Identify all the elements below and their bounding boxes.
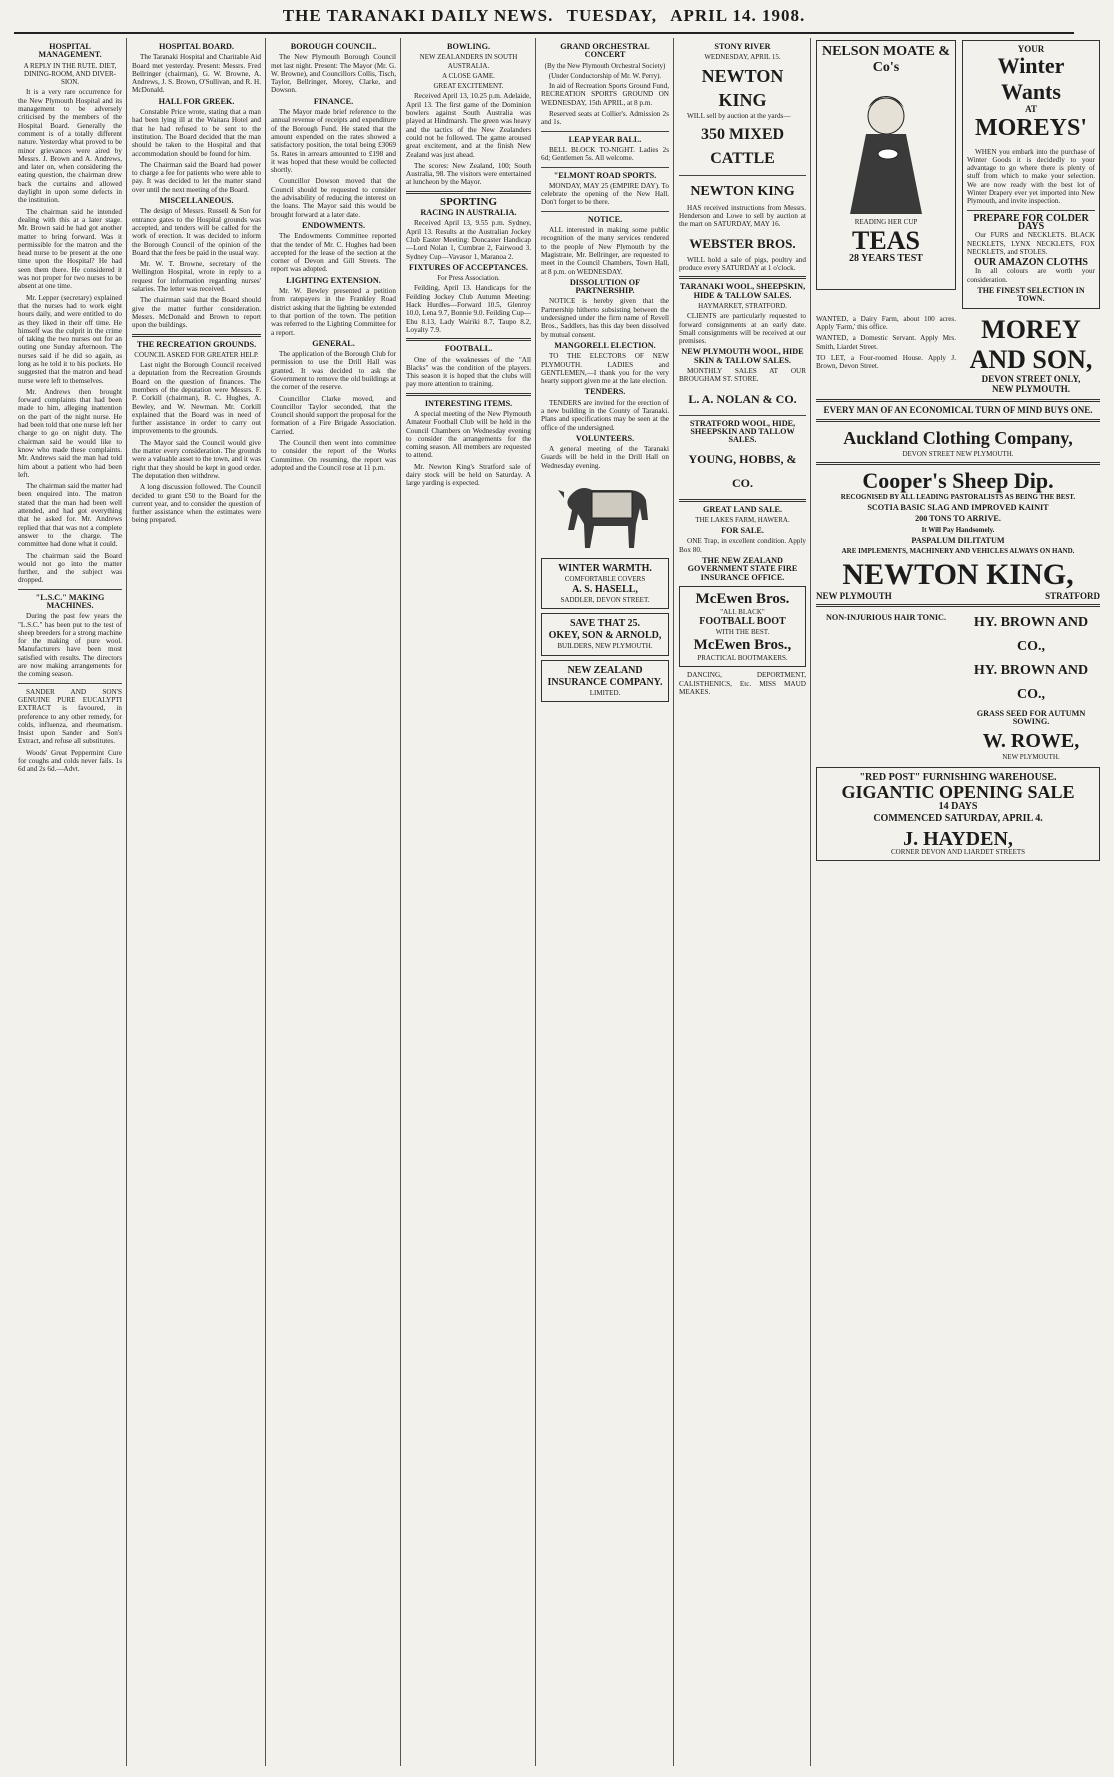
article-paragraph: The scores: New Zealand, 100; South Australia, 98. The visitors were entertained at luncheon by the Mayor. <box>406 161 531 187</box>
divider <box>967 210 1095 211</box>
notice-paragraph: DANCING, DEPORTMENT, CALISTHENICS, Etc. MISS MAUD MEAKES. <box>679 671 806 696</box>
advert-line: DEVON STREET NEW PLYMOUTH. <box>902 449 1014 458</box>
article-paragraph: Last night the Borough Council received a deputation from the Recreation Grounds Board on the question of finances. The members of the deputation were Messrs. F. P. Corkill (chairman), R. C. Hughes, A. Bewley, and W. Newman. Mr. Corkill explained that the Board was in need of further assistance in order to carry out improvements to the grounds. <box>132 361 261 436</box>
subhead: HAYMARKET, STRATFORD. <box>698 301 787 310</box>
newspaper-title: THE TARANAKI DAILY NEWS. <box>282 6 554 25</box>
advert-name: McEwen Bros., <box>693 636 792 653</box>
advert-name: A. S. HASELL, <box>572 583 638 595</box>
subhead: A REPLY IN THE RUTE. DIET, DINING-ROOM, AND DIVER-SION. <box>23 61 117 87</box>
advert-line: THE FINEST SELECTION IN TOWN. <box>977 286 1085 304</box>
article-paragraph: Councillor Clarke moved, and Councillor Taylor seconded, that the Council should support the proposal for the formation of a Fire Brigade Association. Carried. <box>271 394 396 436</box>
subheadline: ENDOWMENTS. <box>301 220 365 230</box>
advert-line: CORNER DEVON AND LIARDET STREETS <box>890 847 1026 856</box>
divider <box>816 462 1100 465</box>
horse-icon <box>550 474 660 554</box>
advert-title: WINTER WARMTH. <box>558 563 652 575</box>
article-paragraph: The Taranaki Hospital and Charitable Aid Board met yesterday. Present: Messrs. Fred Bellringer (chairman), G. W. Browne, A. Andrews, J. S. Brown, O'Sullivan, and R. H. McDonald. <box>132 53 261 95</box>
advert-title: OUR AMAZON CLOTHS <box>974 257 1088 269</box>
column-6 <box>675 38 811 1766</box>
nolan-title: L. A. NOLAN & CO. <box>688 391 797 406</box>
divider <box>679 175 806 176</box>
classified-ad: WANTED, a Dairy Farm, about 100 acres. Apply 'Farm,' this office. <box>816 314 956 331</box>
election-headline: MANGORELL ELECTION. <box>554 340 656 350</box>
insurance-advert <box>541 660 669 703</box>
notice-paragraph: WILL sell by auction at the yards— <box>687 111 791 120</box>
notice-paragraph: Reserved seats at Collier's. Admission 2s and 1s. <box>541 110 669 127</box>
article-paragraph: Mr. W. Bewley presented a petition from ratepayers in the Frankley Road district asking that the lighting be extended to that portion of the town. The petition was referred to the Lighting Committee for a report. <box>271 287 396 337</box>
headline-bowling: BOWLING. <box>447 42 490 51</box>
leap-year-ball-headline: LEAP YEAR BALL. <box>568 134 642 144</box>
article-paragraph: Mr. Lepper (secretary) explained that the nurses had to work eight hours daily, and were entitled to do as they liked in their off time. He himself was the culprit in the crime of taking the two nurses out for an outing one Sunday afternoon. The nurses said if he did so again, as long as he told it to his pockets. He suggested that the matron and head nurse were left to themselves. <box>18 293 122 385</box>
volunteers-headline: VOLUNTEERS. <box>575 433 635 443</box>
article-paragraph: The Chairman said the Board had power to charge a fee for patients who were able to pay. It was decided to let the matter stand over until the next meeting of the Board. <box>132 160 261 194</box>
notice-paragraph: HAS received instructions from Messrs. Henderson and Lowe to sell by auction at the mart on SATURDAY, MAY 16. <box>679 203 806 229</box>
article-paragraph: The design of Messrs. Russell & Son for entrance gates to the Hospital grounds was accepted, and tenders will be called for the work of erection. It was decided to inform the Borough Council of the opinion of the Board that the fees be paid in the usual way. <box>132 207 261 257</box>
divider <box>679 276 806 279</box>
advert-line: DEVON STREET ONLY, <box>981 373 1081 384</box>
article-paragraph: The Mayor said the Council would give the matter every consideration. The grounds were a valuable asset to the town, and it was right that they should be kept in good order. The deputation then withdrew. <box>132 438 261 480</box>
advert-title: SAVE THAT 25. <box>569 618 641 630</box>
subheadline: FIXTURES OF ACCEPTANCES. <box>409 262 528 272</box>
hy-brown-title: HY. BROWN AND CO., <box>973 662 1089 702</box>
tea-sub: 28 YEARS TEST <box>849 252 923 264</box>
advert-line: NEW PLYMOUTH <box>816 590 892 601</box>
young-hobbs-title: YOUNG, HOBBS, & CO. <box>688 451 797 490</box>
subhead: A CLOSE GAME. <box>442 71 495 80</box>
divider <box>132 334 261 337</box>
hasell-advert <box>541 558 669 609</box>
middle-row <box>816 315 1100 396</box>
state-fire-insurance-headline: THE NEW ZEALAND GOVERNMENT STATE FIRE INSURANCE OFFICE. <box>687 556 798 582</box>
for-sale-headline: FOR SALE. <box>721 526 764 536</box>
subhead: COUNCIL ASKED FOR GREATER HELP. <box>134 350 259 359</box>
advert-paragraph: SANDER AND SON'S GENUINE PURE EUCALYPTI EXTRACT is favoured, in preference to any other remedy, for colds, influenza, and rheumatism. Insist upon Sander and Son's Extract, and refuse all substitutes. <box>18 687 122 746</box>
advert-line: 200 TONS TO ARRIVE. <box>915 514 1001 524</box>
advert-title: "RED POST" FURNISHING WAREHOUSE. <box>859 771 1057 783</box>
advert-line: RECOGNISED BY ALL LEADING PASTORALISTS AS BEING THE BEST. <box>840 492 1076 501</box>
divider <box>18 683 122 684</box>
subheadline: LIGHTING EXTENSION. <box>286 275 381 285</box>
newton-king-title: NEWTON KING, <box>842 557 1074 591</box>
advert-line: NEW PLYMOUTH. <box>1002 752 1060 761</box>
column-1 <box>14 38 127 1766</box>
notice-paragraph: A general meeting of the Taranaki Guards will be held in the Drill Hall on Wednesday evening. <box>541 445 669 470</box>
article-paragraph: The application of the Borough Club for permission to use the Drill Hall was granted. It was decided to ask the Government to remove the old buildings at the corner of the reserve. <box>271 350 396 392</box>
lower-row <box>816 611 1100 763</box>
advert-name: J. HAYDEN, <box>903 827 1013 850</box>
advert-line: SCOTIA BASIC SLAG AND IMPROVED KAINIT <box>867 503 1049 513</box>
classified-ad: TO LET, a Four-roomed House. Apply J. Brown, Devon Street. <box>816 353 956 371</box>
column-2 <box>128 38 266 1766</box>
morey-title: MOREY AND SON, <box>969 314 1093 374</box>
notice-paragraph: CLIENTS are particularly requested to forward consignments at an early date. Small consignments will be received at our premises. <box>679 312 806 346</box>
winter-wants-advert <box>962 40 1100 309</box>
subhead: THE LAKES FARM, HAWERA. <box>695 515 790 524</box>
advert-line: 14 DAYS <box>938 800 978 812</box>
headline-interesting-items: INTERESTING ITEMS. <box>424 398 513 408</box>
masthead-day: TUESDAY, <box>566 6 657 25</box>
advert-line: AT <box>1025 104 1037 115</box>
divider <box>541 167 669 168</box>
tea-brand: NELSON MOATE & Co's <box>821 44 951 75</box>
tea-caption: READING HER CUP <box>854 218 918 227</box>
advert-line: STRATFORD <box>1045 590 1100 601</box>
masthead <box>14 6 1074 34</box>
notice-paragraph: TENDERS are invited for the erection of a new building in the County of Taranaki. Plans and specifications may be seen at the office of the undersigned. <box>541 398 669 432</box>
advert-line: "ALL BLACK" <box>720 607 765 616</box>
headline-football: FOOTBALL. <box>444 344 493 354</box>
notice-headline: NOTICE. <box>587 214 623 224</box>
article-paragraph: The chairman said he intended dealing with this at a later stage. Mr. Brown said he had got another matter to bring forward. Was it permissible for the matron and the head nurse to be present at the one time upon the Hospital? He had seen them there. He considered it was not proper for two nurses to be absent at one time. <box>18 207 122 291</box>
notice-paragraph: WILL hold a sale of pigs, poultry and produce every SATURDAY at 1 o'clock. <box>679 255 806 273</box>
masthead-date: APRIL 14. 1908. <box>670 6 806 25</box>
divider <box>541 211 669 212</box>
column-3 <box>267 38 401 1766</box>
divider <box>679 415 806 416</box>
subheadline: HALL FOR GREEK. <box>158 96 235 106</box>
notice-paragraph: ONE Trap, in excellent condition. Apply Box 80. <box>679 537 806 554</box>
divider <box>816 604 1100 607</box>
classified-ad: WANTED, a Domestic Servant. Apply Mrs. Smith, Liardet Street. <box>816 334 956 351</box>
divider <box>18 589 122 590</box>
mcewen-advert <box>679 586 806 668</box>
advert-title: NEW ZEALAND INSURANCE COMPANY. <box>547 664 663 688</box>
red-post-advert <box>816 767 1100 862</box>
subhead: GREAT EXCITEMENT. <box>433 82 504 91</box>
column-7 <box>812 38 1104 1766</box>
article-paragraph: Mr. Andrews then brought forward complaints that had been made to him, alleging inattention on the part of the night nurse. He had been told that one nurse left her charge to go on night duty. The chairman said he would like to know who made these complaints. Mr. Andrews said the man had told him about a patient who had been left. <box>18 387 122 479</box>
advert-paragraph: WHEN you embark into the purchase of Winter Goods it is decidedly to your advantage to go where there is plenty of stuff from which to make your selection. We are now ready with the best lot of Winter Drapery ever yet imported into New Plymouth, and invite inspection. <box>967 147 1095 206</box>
morey-advert <box>962 315 1100 396</box>
article-paragraph: The Mayor made brief reference to the annual revenue of receipts and expenditure of the Borough Fund. He stated that the amount expended on the rates showed a satisfactory position, the total being £3069 5s. Rates in arrears amounted to £198 and it was hoped that these would be collected shortly. <box>271 108 396 175</box>
divider <box>679 499 806 502</box>
land-sale-headline: GREAT LAND SALE. <box>702 504 783 514</box>
advert-title: GIGANTIC OPENING SALE <box>841 781 1075 802</box>
column-5 <box>537 38 674 1766</box>
advert-line: YOUR <box>1017 44 1045 54</box>
article-paragraph: A special meeting of the New Plymouth Amateur Football Club will be held in the Council Chambers on Wednesday evening to consider the arrangements for the coming season. All members are requested to attend. <box>406 409 531 460</box>
advert-line: FOOTBALL BOOT <box>699 616 786 628</box>
tenders-headline: TENDERS. <box>584 387 626 397</box>
article-paragraph: Feilding, April 13. Handicaps for the Feilding Jockey Club Autumn Meeting: Hack Hurdles—Forward 10.5, Glenroy 10.0, Lena 9.7, Bonnie 9.0. Feilding Cup—Ehu 8.13, Lady Wairiki 8.7, Taupo 8.2, Loyalty 7.9. <box>406 284 531 334</box>
top-adverts-row <box>816 40 1100 309</box>
cattle-count: 350 MIXED CATTLE <box>700 125 785 167</box>
webster-bros-title: WEBSTER BROS. <box>689 235 796 251</box>
classified-column <box>816 315 956 396</box>
woman-reading-cup-icon <box>826 76 946 216</box>
newton-king-advert-title: NEWTON KING <box>701 65 784 110</box>
article-paragraph: One of the weaknesses of the "All Blacks" was the condition of the players. This season it is hoped that the clubs will pay more attention to training. <box>406 355 531 389</box>
advert-paragraph: Our FURS and NECKLETS. BLACK NECKLETS, LYNX NECKLETS, FOX NECKLETS, and STOLES. <box>967 231 1095 256</box>
advert-line: COMFORTABLE COVERS <box>564 575 646 584</box>
divider <box>816 399 1100 402</box>
notice-paragraph: MONDAY, MAY 25 (EMPIRE DAY). To celebrate the opening of the New Hall. Don't forget to be there. <box>541 181 669 207</box>
tea-advert <box>816 40 956 290</box>
article-paragraph: Received April 13, 10.25 p.m. Adelaide, April 13. The first game of the Dominion bowlers against South Australia was played at Hindmarsh. The green was heavy and the tactics of the New Zealanders could not be followed. The game aroused great excitement, and at the finish New Zealand was just ahead. <box>406 92 531 159</box>
hair-tonic-column <box>816 611 956 763</box>
divider <box>406 191 531 194</box>
article-paragraph: The chairman said the matter had been enquired into. The matron stated that the man had been well attended, and had got everything that he asked for. Mr. Andrews replied that that was not a complete answer to the charge. The committee had done what it could. <box>18 482 122 549</box>
wool-sales-headline: NEW PLYMOUTH WOOL, HIDE SKIN & TALLOW SALES. <box>681 347 804 365</box>
divider <box>816 419 1100 422</box>
hy-brown-title: HY. BROWN AND CO., <box>973 614 1089 654</box>
article-paragraph: The chairman said the Board would not go into the matter further, and the subject was dropped. <box>18 551 122 585</box>
wool-sales-headline: TARANAKI WOOL, SHEEPSKIN, HIDE & TALLOW SALES. <box>679 282 806 300</box>
article-paragraph: The chairman said that the Board should give the matter further consideration. Messrs. McDonald and Brown to report upon the buildings. <box>132 296 261 330</box>
subheadline: FINANCE. <box>313 96 354 106</box>
headline-sporting: SPORTING <box>439 195 498 208</box>
subhead: (By the New Plymouth Orchestral Society) <box>544 61 666 70</box>
article-paragraph: Mr. Newton King's Stratford sale of dairy stock will be held on Saturday. A large yarding is expected. <box>406 462 531 488</box>
concert-headline: GRAND ORCHESTRAL CONCERT <box>560 42 650 60</box>
notice-paragraph: NOTICE is hereby given that the Partnership hitherto subsisting between the undersigned under the firm name of Revell Bros., Saddlers, has this day been dissolved by mutual consent. <box>541 297 669 339</box>
article-paragraph: Received April 13, 9.55 p.m. Sydney, April 13. Results at the Australian Jockey Club Easter Meeting: Doncaster Handicap—Lord Nolan 1, Cumbrae 2, Fairwood 3. Sydney Cup—Vavasor 1, Maranoa 2. <box>406 219 531 261</box>
subheadline: MISCELLANEOUS. <box>159 196 234 206</box>
article-paragraph: Mr. W. T. Browne, secretary of the Wellington Hospital, wrote in reply to a request for information regarding nurses' salaries. The letter was received. <box>132 260 261 294</box>
w-rowe-title: W. ROWE, <box>982 729 1080 752</box>
headline-hospital-management: HOSPITAL MANAGEMENT. <box>38 42 102 60</box>
subheadline: RACING IN AUSTRALIA. <box>420 208 517 218</box>
economical-headline: EVERY MAN OF AN ECONOMICAL TURN OF MIND BUYS ONE. <box>823 405 1093 416</box>
article-paragraph: The Endowments Committee reported that the tender of Mr. C. Hughes had been accepted for the lease of the section at the corner of Devon and Gill Streets. The report was adopted. <box>271 232 396 274</box>
wool-sales-headline: STRATFORD WOOL, HIDE, SHEEPSKIN AND TALLOW SALES. <box>689 418 796 445</box>
advert-line: NEW PLYMOUTH. <box>991 383 1070 394</box>
hair-tonic-headline: NON-INJURIOUS HAIR TONIC. <box>825 612 947 622</box>
advert-line: PASPALUM DILITATUM <box>911 536 1005 546</box>
article-paragraph: A long discussion followed. The Council decided to grant £50 to the Board for the current year, and to consider the question of further assistance when the estimates were being prepared. <box>132 483 261 525</box>
grass-seed-headline: GRASS SEED FOR AUTUMN SOWING. <box>976 708 1086 727</box>
subhead: (Under Conductorship of Mr. W. Perry). <box>548 71 662 80</box>
divider <box>541 131 669 132</box>
sports-headline: "ELMONT ROAD SPORTS. <box>553 170 657 180</box>
notice-paragraph: TO THE ELECTORS OF NEW PLYMOUTH. LADIES and GENTLEMEN,—I thank you for the very hearty support given me at the late election. <box>541 352 669 386</box>
headline-machines: "L.S.C." MAKING MACHINES. <box>35 592 105 610</box>
article-paragraph: Councillor Dowson moved that the Council should be requested to consider the advisability of reducing the interest on the loans. The Mayor said this would be brought forward at a later date. <box>271 177 396 219</box>
subhead: NEW ZEALANDERS IN SOUTH AUSTRALIA. <box>419 53 518 70</box>
auckland-clothing-title: Auckland Clothing Company, <box>843 427 1073 448</box>
advert-line: BUILDERS, NEW PLYMOUTH. <box>557 642 653 651</box>
subhead: WEDNESDAY, APRIL 15. <box>704 53 781 62</box>
advert-title: PREPARE FOR COLDER DAYS <box>973 212 1089 232</box>
article-paragraph: The New Plymouth Borough Council met last night. Present: The Mayor (Mr. G. W. Browne), and Councillors Collis, Tisch, Taylor, Bellringer, Morey, Clarke, and Dowson. <box>271 53 396 95</box>
headline-borough-council: BOROUGH COUNCIL. <box>290 42 377 51</box>
article-paragraph: The Council then went into committee to consider the report of the Works Committee. On resuming, the report was adopted and the Council rose at 11 p.m. <box>271 439 396 472</box>
advert-paragraph: Woods' Great Peppermint Cure for coughs and colds never fails. 1s 6d and 2s 6d.—Advt. <box>18 748 122 774</box>
notice-paragraph: MONTHLY SALES AT OUR BROUGHAM ST. STORE. <box>679 367 806 384</box>
newton-king-advert-title: NEWTON KING <box>690 183 795 199</box>
tea-big: TEAS <box>852 225 920 255</box>
notice-paragraph: In aid of Recreation Sports Ground Fund, RECREATION SPORTS GROUND ON WEDNESDAY, 15th APRIL, at 8 p.m. <box>541 82 669 107</box>
advert-line: COMMENCED SATURDAY, APRIL 4. <box>873 812 1043 824</box>
notice-paragraph: BELL BLOCK TO-NIGHT. Ladies 2s 6d; Gentlemen 5s. All welcome. <box>541 145 669 163</box>
advert-line: It Will Pay Handsomely. <box>921 525 995 534</box>
advert-line: SADDLER, DEVON STREET. <box>560 595 650 604</box>
advert-title: Winter Wants <box>997 53 1065 105</box>
article-paragraph: It is a very rare occurrence for the New Plymouth Hospital and its management to be adversely criticised by the members of the Hospital Board. Generally the comment is of a totally different nature. Yesterday what proved to be minor grievances were aired by Messrs. J. Brown and A. Andrews, and later on, when considering the eating question, the chairman drew back the curtains and allowed daylight in upon some defects in the institution. <box>18 88 122 205</box>
dissolution-headline: DISSOLUTION OF PARTNERSHIP. <box>569 277 641 296</box>
okey-advert <box>541 613 669 656</box>
advert-line: PRACTICAL BOOTMAKERS. <box>697 653 788 662</box>
advert-name: MOREYS' <box>974 114 1087 141</box>
cooper-title: Cooper's Sheep Dip. <box>862 467 1054 493</box>
article-paragraph: During the past few years the "L.S.C." has been put to the test of sheep breeders for a strong machine for the making of pure wool. Manufacturers have been most satisfied with results. The directors are now making arrangements for the coming season. <box>18 612 122 679</box>
article-paragraph: Constable Price wrote, stating that a man had been lying ill at the Waitara Hotel and that he had refused to be sent to the institution. The Board decided that the man should be taken to the Hospital and that accommodation should be found for him. <box>132 108 261 158</box>
advert-name: OKEY, SON & ARNOLD, <box>548 630 662 642</box>
headline-hospital-board: HOSPITAL BOARD. <box>159 42 234 51</box>
advert-line: ARE IMPLEMENTS, MACHINERY AND VEHICLES ALWAYS ON HAND. <box>841 547 1075 556</box>
stony-river-headline: STONY RIVER <box>714 42 771 51</box>
headline-recreation-grounds: THE RECREATION GROUNDS. <box>136 339 257 349</box>
subheadline: GENERAL. <box>312 338 355 348</box>
divider <box>406 393 531 396</box>
advert-line: LIMITED. <box>589 688 621 697</box>
column-4 <box>402 38 536 1766</box>
subhead: For Press Association. <box>437 274 500 283</box>
horse-blanket-illustration <box>541 474 669 554</box>
advert-line: WITH THE BEST. <box>715 628 770 637</box>
hy-brown-column <box>962 611 1100 763</box>
advert-paragraph: In all colours are worth your consideration. <box>967 267 1095 284</box>
notice-paragraph: ALL interested in making some public recognition of the many services rendered to the people of New Plymouth by the Magistrate, Mr. Bellringer, are requested to meet in the Council Chambers, Town Hall, at 8 p.m. on WEDNESDAY. <box>541 226 669 276</box>
advert-title: McEwen Bros. <box>695 590 790 607</box>
newton-king-locations <box>816 592 1100 600</box>
divider <box>406 338 531 341</box>
